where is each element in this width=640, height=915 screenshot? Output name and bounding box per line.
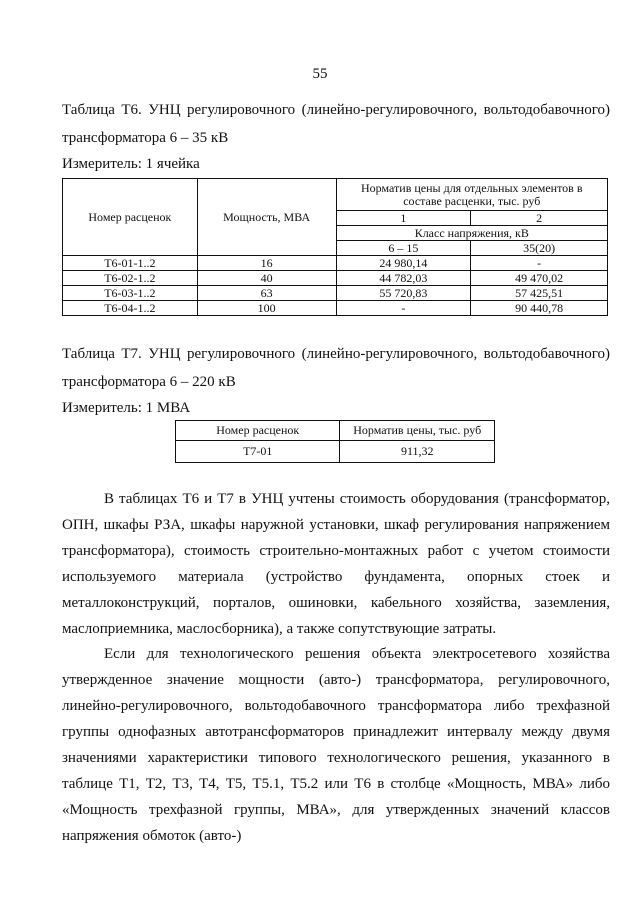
cell-value-2: - [471, 256, 608, 271]
paragraph: Если для технологического решения объекта электросетевого хозяйства утвержденное значение мощности (авто-) трансформатора, регулировочного, линейно-регулировочного, вольтодобавочного трансформатора либо трехфазной группы однофазных автотрансформаторов принадлежит интервалу между двумя значениями характеристики типового технологического решения, указанного в таблице Т1, Т2, Т3, Т4, Т5, Т5.1, Т5.2 или Т6 в столбце «Мощность, МВА» либо «Мощность трехфазной группы, МВА», для утвержденных значений классов напряжения обмоток (авто-) [62, 646, 610, 844]
header-voltage-class: Класс напряжения, кВ [336, 226, 607, 241]
cell-code: Т6-01-1..2 [63, 256, 198, 271]
cell-value-2: 57 425,51 [471, 286, 608, 301]
cell-code: Т6-03-1..2 [63, 286, 198, 301]
cell-value: 911,32 [340, 441, 495, 463]
table-t7 [175, 420, 495, 463]
cell-code: Т6-04-1..2 [63, 301, 198, 316]
cell-value-1: - [336, 301, 471, 316]
cell-value-1: 44 782,03 [336, 271, 471, 286]
header-voltage-1: 6 – 15 [336, 241, 471, 256]
header-voltage-2: 35(20) [471, 241, 608, 256]
table-t6 [62, 178, 608, 316]
body-text [62, 486, 610, 642]
cell-value-1: 55 720,83 [336, 286, 471, 301]
table-row [63, 271, 608, 286]
cell-value-2: 49 470,02 [471, 271, 608, 286]
body-text [62, 641, 610, 849]
cell-value-1: 24 980,14 [336, 256, 471, 271]
cell-power: 63 [197, 286, 336, 301]
cell-power: 16 [197, 256, 336, 271]
table-row [63, 256, 608, 271]
cell-code: Т7-01 [176, 441, 340, 463]
cell-code: Т6-02-1..2 [63, 271, 198, 286]
table-t6-measure: Измеритель: 1 ячейка [62, 156, 200, 172]
header-power: Мощность, МВА [197, 179, 336, 256]
table-t6-title: Таблица Т6. УНЦ регулировочного (линейно-регулировочного, вольтодобавочного) трансформатора 6 – 35 кВ [62, 102, 610, 146]
header-norm: Норматив цены для отдельных элементов в составе расценки, тыс. руб [336, 179, 607, 211]
table-t7-measure: Измеритель: 1 МВА [62, 400, 191, 416]
cell-value-2: 90 440,78 [471, 301, 608, 316]
table-row [176, 441, 495, 463]
header-col-1: 1 [336, 211, 471, 226]
cell-power: 40 [197, 271, 336, 286]
cell-power: 100 [197, 301, 336, 316]
header-col-2: 2 [471, 211, 608, 226]
header-code: Номер расценок [63, 179, 198, 256]
header-norm: Норматив цены, тыс. руб [340, 421, 495, 441]
table-row [63, 286, 608, 301]
table-row [63, 301, 608, 316]
paragraph: В таблицах Т6 и Т7 в УНЦ учтены стоимость оборудования (трансформатор, ОПН, шкафы РЗА, шкафы наружной установки, шкаф регулирования напряжением трансформатора), стоимость строительно-монтажных работ с учетом стоимости используемого материала (устройство фундамента, опорных стоек и металлоконструкций, порталов, ошиновки, кабельного хозяйства, заземления, маслоприемника, маслосборника), а также сопутствующие затраты. [62, 491, 610, 637]
page-number: 55 [312, 66, 328, 82]
table-t7-title: Таблица Т7. УНЦ регулировочного (линейно-регулировочного, вольтодобавочного) трансформатора 6 – 220 кВ [62, 346, 610, 390]
header-code: Номер расценок [176, 421, 340, 441]
